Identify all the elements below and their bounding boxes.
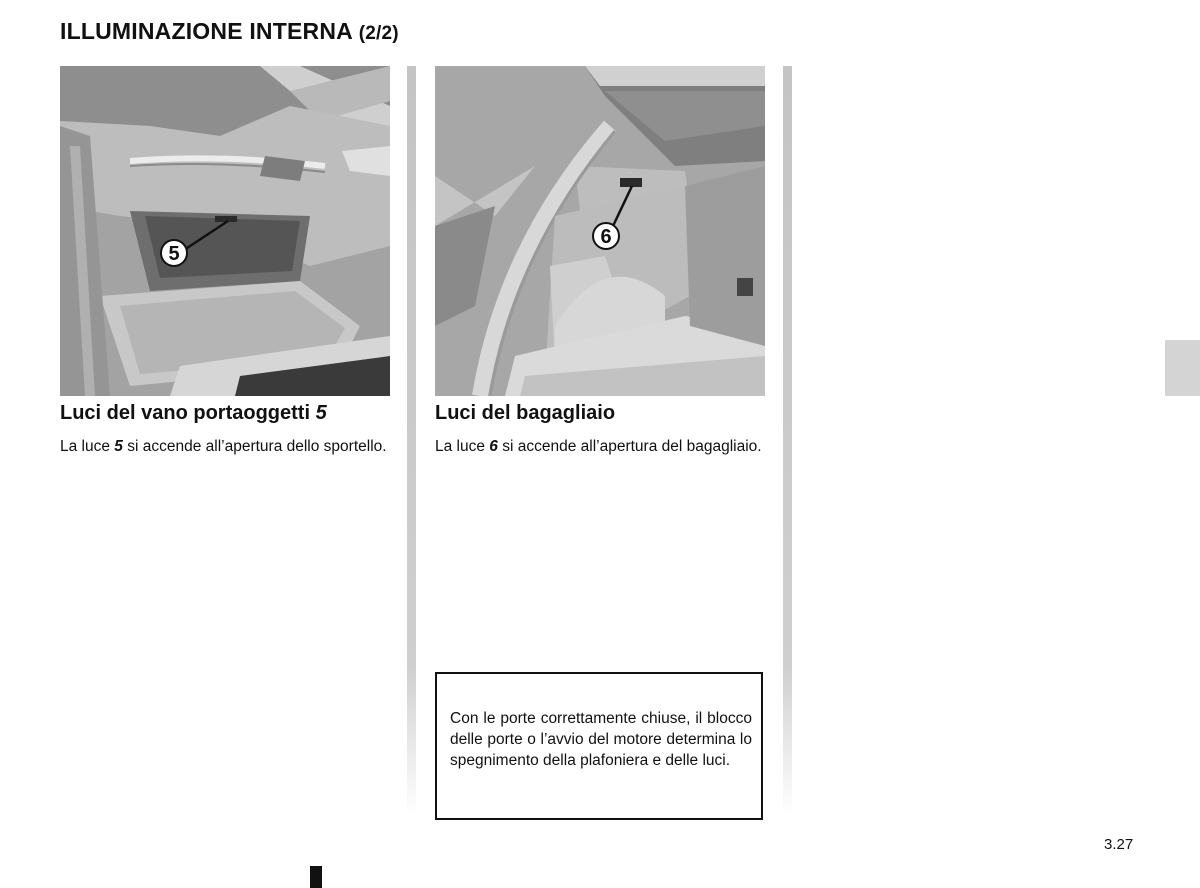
body-text: La luce [435,438,490,455]
page-number: 3.27 [1104,836,1134,853]
section-heading-text: Luci del vano portaoggetti [60,402,311,424]
callout-6: 6 [600,226,612,248]
section-heading-text: Luci del bagagliaio [435,402,616,424]
section-heading-ref: 5 [315,402,327,424]
body-ref: 6 [489,438,498,455]
print-mark [310,866,322,888]
note-box [435,672,763,820]
page-title-suffix: (2/2) [358,23,399,44]
trunk-photo [435,66,765,396]
note-text: Con le porte correttamente chiuse, il blocco delle porte o l’avvio del motore determina lo spegnimento della plafoniera e delle luci. [450,710,752,769]
body-text: si accende all’apertura dello sportello. [122,438,387,455]
callout-5: 5 [168,243,180,265]
column-divider [407,66,416,816]
section-heading-trunk [435,402,615,425]
chapter-tab [1165,340,1200,396]
section-body-trunk [435,436,765,457]
glovebox-photo [60,66,390,396]
section-body-glovebox [60,436,390,457]
body-text: si accende all’apertura del bagagliaio. [497,438,762,455]
page-title-text: ILLUMINAZIONE INTERNA [60,18,353,44]
body-ref: 5 [114,438,123,455]
page-title [60,18,399,45]
body-text: La luce [60,438,115,455]
column-divider [783,66,792,816]
section-heading-glovebox [60,402,327,425]
